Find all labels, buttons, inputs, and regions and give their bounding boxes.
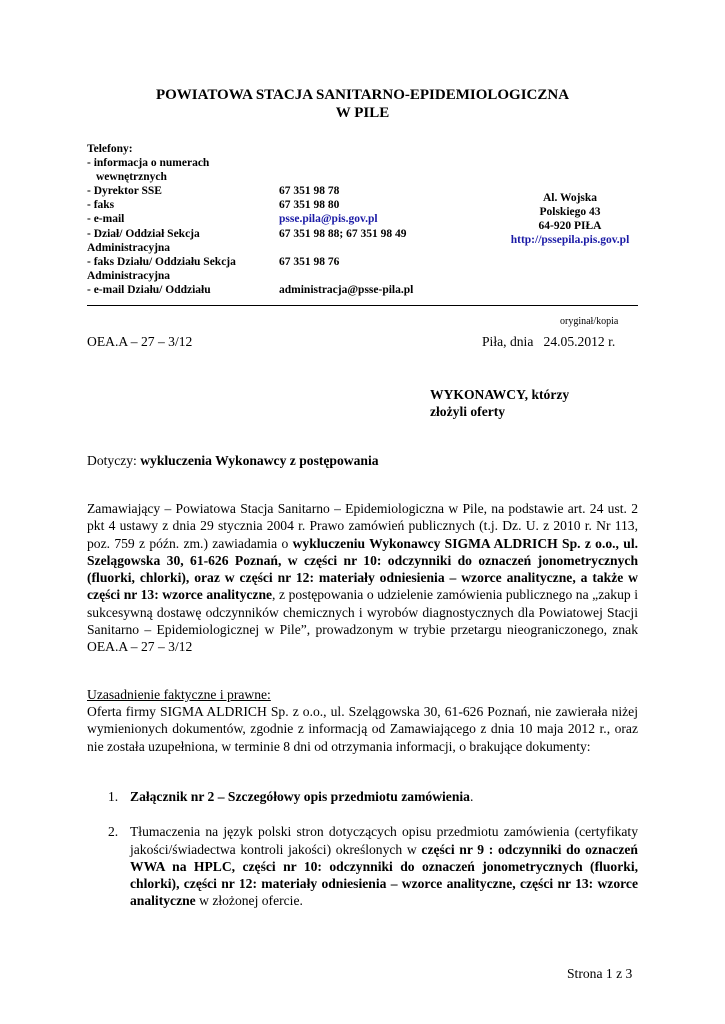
list-item-number: 1. (108, 789, 119, 804)
notice-paragraph (87, 500, 638, 656)
subject-label: Dotyczy: (87, 453, 141, 468)
subject-text: wykluczenia Wykonawcy z postępowania (140, 453, 379, 468)
header-divider (87, 305, 638, 306)
contact-label: - faks Działu/ Oddziału Sekcja (87, 255, 236, 268)
address-line: 64-920 PIŁA (538, 220, 602, 233)
exclusion-details: wykluczeniu Wykonawcy SIGMA ALDRICH Sp. z o.o., ul. Szelągowska 30, 61-626 Poznań, w części nr 10: odczynniki do oznaczeń jonometrycznych (fluorki, chlorki), oraz w części nr 12: materiały odniesienia – wzorce analityczne, a także w części nr 13: wzorce analityczne (87, 535, 638, 603)
address-block (470, 191, 670, 247)
contact-value: 67 351 98 80 (279, 199, 340, 212)
missing-documents-list (108, 788, 638, 910)
contact-label: - faks (87, 199, 115, 212)
contact-value: 67 351 98 76 (279, 255, 340, 268)
contact-label: - e-mail Działu/ Oddziału (87, 283, 211, 296)
list-item-text: Tłumaczenia na język polski stron dotyczących opisu przedmiotu zamówienia (certyfikaty jakości/świadectwa kontroli jakości) określonych w (130, 824, 638, 857)
list-item (108, 788, 638, 805)
list-item (108, 823, 638, 909)
list-item-parts: części nr 9 : odczynniki do oznaczeń WWA na HPLC, części nr 10: odczynniki do oznaczeń jonometrycznych (fluorki, chlorki), części nr 12: materiały odniesienia – wzorce analityczne, części nr 13: wzorce analityczne (130, 841, 638, 909)
recipient-line: złożyli oferty (430, 404, 506, 420)
subject-line (87, 452, 379, 469)
agency-title-line2: W PILE (335, 105, 390, 121)
list-item-end: . (469, 789, 474, 804)
contact-label: Administracyjna (87, 269, 171, 282)
list-item-number: 2. (108, 824, 119, 840)
list-item-text-end: w złożonej ofercie. (195, 893, 303, 909)
contact-value: 67 351 98 78 (279, 185, 340, 198)
contact-heading: Telefony: (87, 143, 133, 155)
contact-label: wewnętrznych (96, 171, 167, 184)
contact-label: - informacja o numerach (87, 157, 210, 170)
notice-procedure: , z postępowania o udzielenie zamówienia publicznego na „zakup i sukcesywną dostawę odczynników chemicznych i wyrobów diagnostycznych dla Powiatowej Stacji Sanitarno – Epidemiologicznej w Pile”, prowadzonym w trybie przetargu nieograniczonego, znak OEA.A – 27 – 3/12 (87, 587, 638, 655)
page-number: Strona 1 z 3 (567, 966, 633, 981)
recipient-block (430, 386, 569, 421)
website-link[interactable]: http://pssepila.pis.gov.pl (510, 234, 630, 247)
address-line: Polskiego 43 (539, 206, 601, 219)
contact-label: Administracyjna (87, 241, 171, 254)
address-line: Al. Wojska (542, 192, 598, 204)
recipient-line: WYKONAWCY, którzy (430, 387, 570, 402)
contact-label: - e-mail (87, 213, 125, 226)
justification-paragraph (87, 703, 638, 755)
contact-label: - Dział/ Oddział Sekcja (87, 227, 200, 240)
agency-title-line1: POWIATOWA STACJA SANITARNO-EPIDEMIOLOGICZNA (155, 87, 570, 103)
contact-value: administracja@psse-pila.pl (279, 283, 414, 296)
contact-value: 67 351 98 88; 67 351 98 49 (279, 227, 407, 240)
justification-heading: Uzasadnienie faktyczne i prawne: (87, 687, 271, 702)
reference-number: OEA.A – 27 – 3/12 (87, 334, 193, 349)
list-item-title: Załącznik nr 2 – Szczegółowy opis przedmiotu zamówienia (130, 789, 470, 804)
contact-label: - Dyrektor SSE (87, 185, 162, 198)
original-copy-note: oryginał/kopia (560, 316, 619, 327)
place-date: Piła, dnia 24.05.2012 r. (482, 334, 616, 349)
notice-intro: Zamawiający – Powiatowa Stacja Sanitarno – Epidemiologiczna w Pile, na podstawie art. 24 ust. 2 pkt 4 ustawy z dnia 29 stycznia 2004 r. Prawo zamówień publicznych (t.j. Dz. U. z 2010 r. Nr 113, poz. 759 z późn. zm.) zawiadamia o (87, 501, 638, 551)
justification-text: Oferta firmy SIGMA ALDRICH Sp. z o.o., ul. Szelągowska 30, 61-626 Poznań, nie zawierała niżej wymienionych dokumentów, zgodnie z informacją od Zamawiającego z dnia 10 maja 2012 r., oraz nie została uzupełniona, w terminie 8 dni od otrzymania informacji, o brakujące dokumenty: (87, 704, 638, 754)
email-link[interactable]: psse.pila@pis.gov.pl (279, 213, 378, 226)
